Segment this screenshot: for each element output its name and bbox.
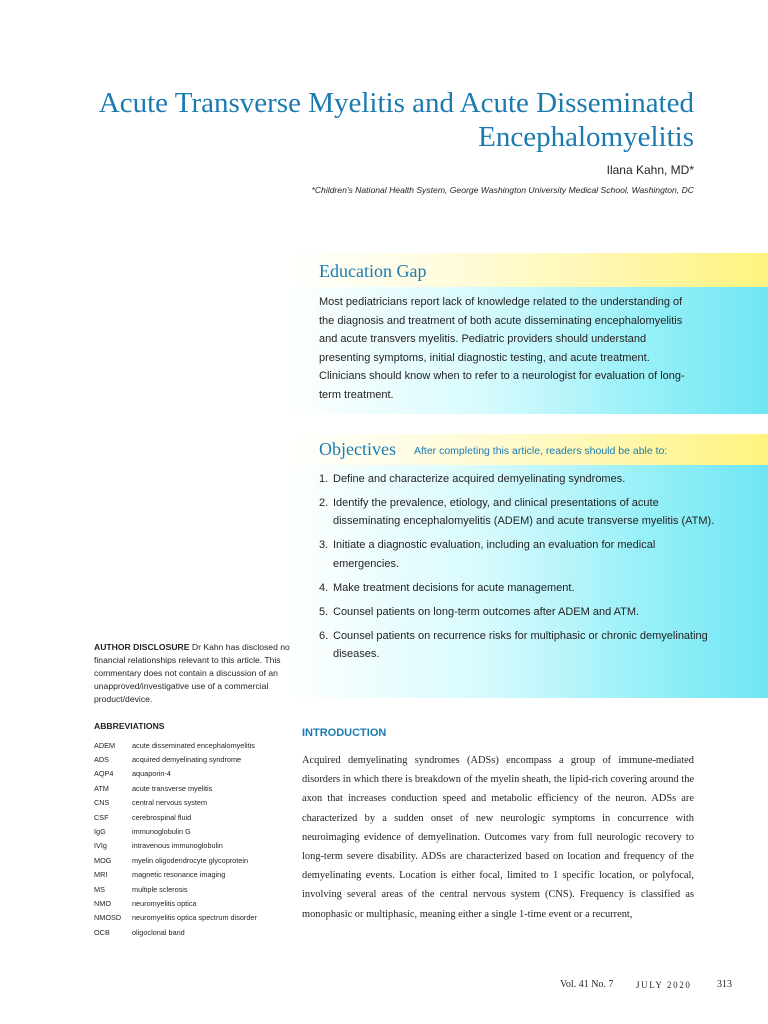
abbreviation-definition: myelin oligodendrocyte glycoprotein — [132, 855, 249, 865]
objective-number: 2. — [319, 497, 329, 509]
education-gap-text: Most pediatricians report lack of knowledge related to the understanding of the diagnosis and treatment of both acute disseminating encephalomyelitis and acute transvers myelitis. Pediatric providers should understand presenting symptoms, initial diagnostic testing, and acute treatment. Clinicians should know when to refer to a neurologist for evaluation of long-term treatment. — [319, 296, 685, 401]
abbreviation-row — [94, 925, 294, 939]
abbreviation-row — [94, 853, 294, 867]
abbreviation-definition: acquired demyelinating syndrome — [132, 755, 242, 765]
objective-item — [319, 603, 719, 621]
abbreviation-row — [94, 781, 294, 795]
objective-item — [319, 579, 719, 597]
objective-item — [319, 627, 719, 664]
article-title — [54, 86, 694, 154]
abbreviation-term: IgG — [94, 827, 106, 837]
abbreviation-definition: acute transverse myelitis — [132, 783, 213, 793]
abbreviation-definition: acute disseminated encephalomyelitis — [132, 740, 255, 750]
objective-item — [319, 536, 719, 573]
abbreviation-term: MS — [94, 884, 105, 894]
abbreviation-term: NMO — [94, 898, 112, 908]
objective-number: 5. — [319, 605, 329, 618]
abbreviations-title: ABBREVIATIONS — [94, 721, 165, 731]
abbreviation-term: MOG — [94, 855, 112, 865]
author-name: Ilana Kahn, MD* — [606, 163, 694, 177]
abbreviation-term: IVIg — [94, 841, 107, 851]
objective-text: Counsel patients on long-term outcomes after ADEM and ATM. — [333, 605, 640, 618]
abbreviation-definition: central nervous system — [132, 798, 208, 808]
objective-item — [319, 494, 719, 531]
abbreviation-term: AQP4 — [94, 769, 114, 779]
abbreviation-definition: aquaporin-4 — [132, 769, 171, 779]
article-title-line-1: Acute Transverse Myelitis and Acute Disseminated — [98, 87, 694, 119]
abbreviation-term: CSF — [94, 812, 109, 822]
abbreviation-row — [94, 896, 294, 910]
objective-text: Make treatment decisions for acute management. — [333, 581, 575, 594]
objective-number: 4. — [319, 581, 329, 594]
abbreviation-row — [94, 824, 294, 838]
footer-page-number: 313 — [717, 979, 732, 990]
abbreviation-definition: magnetic resonance imaging — [132, 870, 226, 880]
objective-number: 1. — [319, 473, 329, 485]
abbreviation-definition: cerebrospinal fluid — [132, 812, 192, 822]
abbreviation-term: ADS — [94, 755, 110, 765]
objectives-heading: Objectives — [319, 439, 396, 459]
author-disclosure-text: Dr Kahn has disclosed no financial relationships relevant to this article. This commentary does not contain a discussion of an unapproved/investigative use of a commercial product/device. — [94, 642, 290, 704]
abbreviation-row — [94, 752, 294, 766]
objectives-list — [319, 470, 719, 669]
abbreviation-row — [94, 882, 294, 896]
objective-text: Define and characterize acquired demyelinating syndromes. — [333, 473, 626, 485]
abbreviation-definition: immunoglobulin G — [132, 827, 191, 837]
objective-item — [319, 470, 719, 488]
objectives-intro: After completing this article, readers should be able to: — [414, 445, 668, 457]
author-disclosure — [94, 641, 290, 706]
abbreviation-row — [94, 810, 294, 824]
author-affiliation: *Children's National Health System, George Washington University Medical School, Washington, DC — [311, 185, 694, 195]
abbreviation-definition: oligoclonal band — [132, 927, 185, 937]
abbreviation-definition: neuromyelitis optica spectrum disorder — [132, 913, 257, 923]
footer-date: JULY 2020 — [636, 980, 692, 990]
abbreviation-row — [94, 839, 294, 853]
abbreviation-row — [94, 767, 294, 781]
abbreviation-term: ATM — [94, 783, 109, 793]
education-gap-heading: Education Gap — [319, 261, 427, 281]
abbreviation-term: CNS — [94, 798, 110, 808]
abbreviation-term: ADEM — [94, 740, 116, 750]
objective-text: Counsel patients on recurrence risks for multiphasic or chronic demyelinating diseases. — [333, 629, 708, 661]
abbreviation-definition: neuromyelitis optica — [132, 898, 197, 908]
introduction-text: Acquired demyelinating syndromes (ADSs) encompass a group of immune-mediated disorders in which there is breakdown of the myelin sheath, the lipid-rich covering around the axon that increases conduction speed and metabolic efficiency of the neuron. ADSs are characterized by a sudden onset of new neurologic symptoms in concurrence with neuroimaging evidence of demyelination. Outcomes vary from full neurologic recovery to long-term severe disability. ADSs are characterized based on location and frequency of the demyelinating events. Location is either focal, limited to 1 specific location, or polyfocal, involving several areas of the central nervous system (CNS). Frequency is classified as monophasic or multiphasic, meaning either a single 1-time event or a recurrent, — [302, 755, 694, 920]
abbreviation-definition: intravenous immunoglobulin — [132, 841, 223, 851]
author-disclosure-label: AUTHOR DISCLOSURE — [94, 642, 190, 652]
objective-number: 3. — [319, 539, 329, 552]
introduction-heading: INTRODUCTION — [302, 727, 387, 739]
abbreviation-row — [94, 911, 294, 925]
abbreviation-definition: multiple sclerosis — [132, 884, 188, 894]
abbreviation-term: OCB — [94, 927, 110, 937]
abbreviation-row — [94, 868, 294, 882]
article-title-line-2: Encephalomyelitis — [478, 121, 694, 153]
abbreviation-row — [94, 796, 294, 810]
objective-text: Identify the prevalence, etiology, and clinical presentations of acute disseminating encephalomyelitis (ADEM) and acute transverse myelitis (ATM). — [333, 497, 715, 528]
abbreviations-list — [94, 738, 294, 939]
abbreviation-row — [94, 738, 294, 752]
objective-number: 6. — [319, 629, 329, 642]
abbreviation-term: NMOSD — [94, 913, 122, 923]
objective-text: Initiate a diagnostic evaluation, including an evaluation for medical emergencies. — [333, 539, 656, 570]
footer-issue: Vol. 41 No. 7 — [560, 979, 614, 990]
abbreviation-term: MRI — [94, 870, 108, 880]
